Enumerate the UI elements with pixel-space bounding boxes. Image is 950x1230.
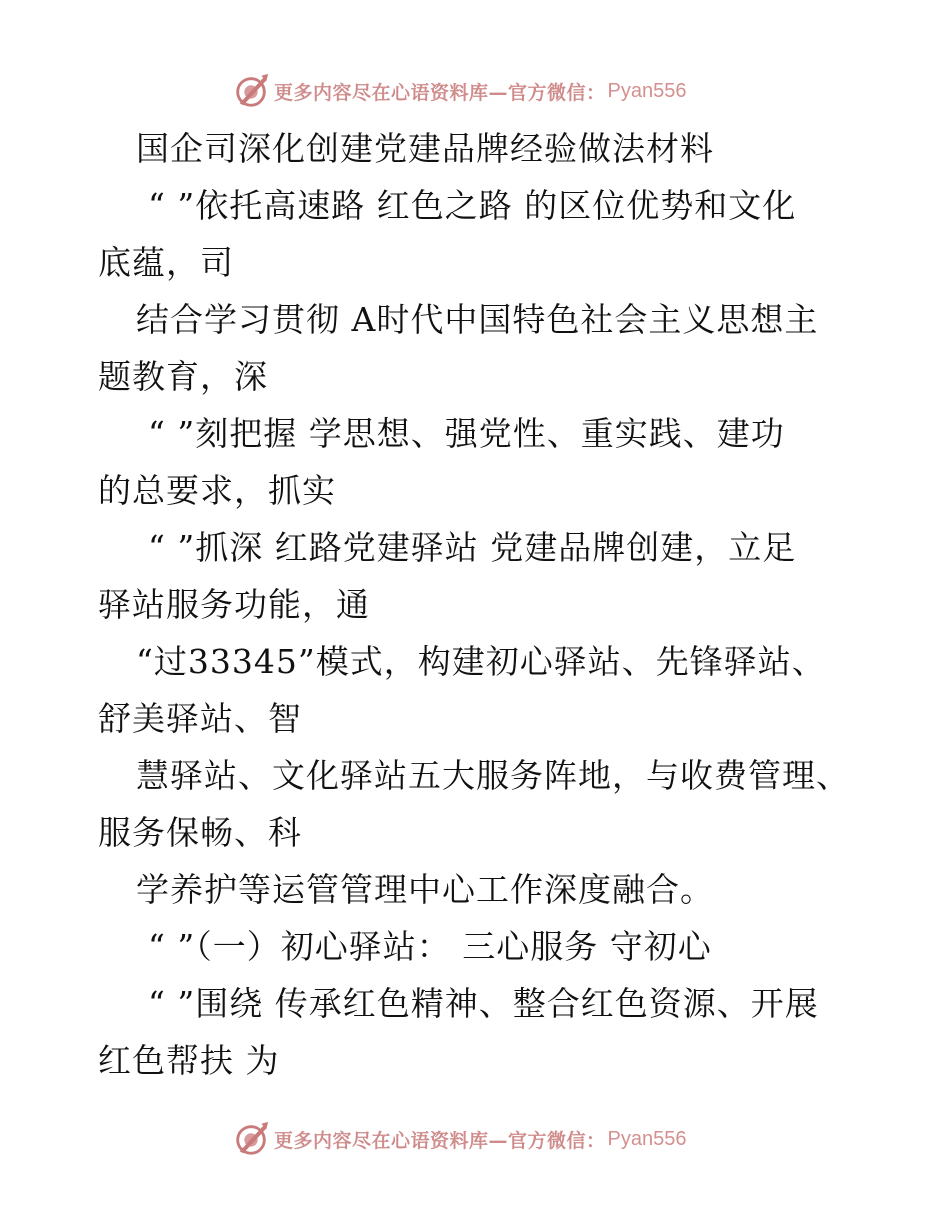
text-line: “ ”围绕 传承红色精神、整合红色资源、开展	[148, 984, 819, 1023]
quill-seal-logo-icon	[232, 1120, 270, 1158]
text-line: 服务保畅、科	[98, 813, 302, 852]
text-line: 红色帮扶 为	[98, 1041, 280, 1080]
text-line: 驿站服务功能，通	[98, 585, 370, 624]
banner-text: 更多内容尽在心语资料库—官方微信：	[274, 1129, 606, 1152]
banner-wechat-id: Pyan556	[607, 79, 687, 102]
header-watermark-banner	[232, 71, 686, 111]
text-line: 结合学习贯彻 A时代中国特色社会主义思想主	[136, 300, 819, 339]
section-heading: “ ”（一）初心驿站： 三心服务 守初心	[148, 927, 712, 966]
document-title: 国企司深化创建党建品牌经验做法材料	[136, 129, 714, 168]
text-line: 舒美驿站、智	[98, 699, 302, 738]
text-line: 题教育，深	[98, 357, 268, 396]
footer-watermark-banner	[232, 1119, 686, 1159]
text-line: “过33345”模式，构建初心驿站、先锋驿站、	[136, 642, 826, 681]
quill-seal-logo-icon	[232, 72, 270, 110]
text-line: 的总要求，抓实	[98, 471, 336, 510]
banner-wechat-id: Pyan556	[607, 1127, 687, 1150]
text-line: 慧驿站、文化驿站五大服务阵地，与收费管理、	[136, 756, 850, 795]
text-line: 底蕴，司	[98, 243, 234, 282]
banner-text: 更多内容尽在心语资料库—官方微信：	[274, 81, 606, 104]
text-line: 学养护等运管管理中心工作深度融合。	[136, 870, 714, 909]
text-line: “ ”依托高速路 红色之路 的区位优势和文化	[148, 186, 797, 225]
document-body	[98, 120, 868, 1089]
text-line: “ ”刻把握 学思想、强党性、重实践、建功	[148, 414, 785, 453]
text-line: “ ”抓深 红路党建驿站 党建品牌创建，立足	[148, 528, 797, 567]
